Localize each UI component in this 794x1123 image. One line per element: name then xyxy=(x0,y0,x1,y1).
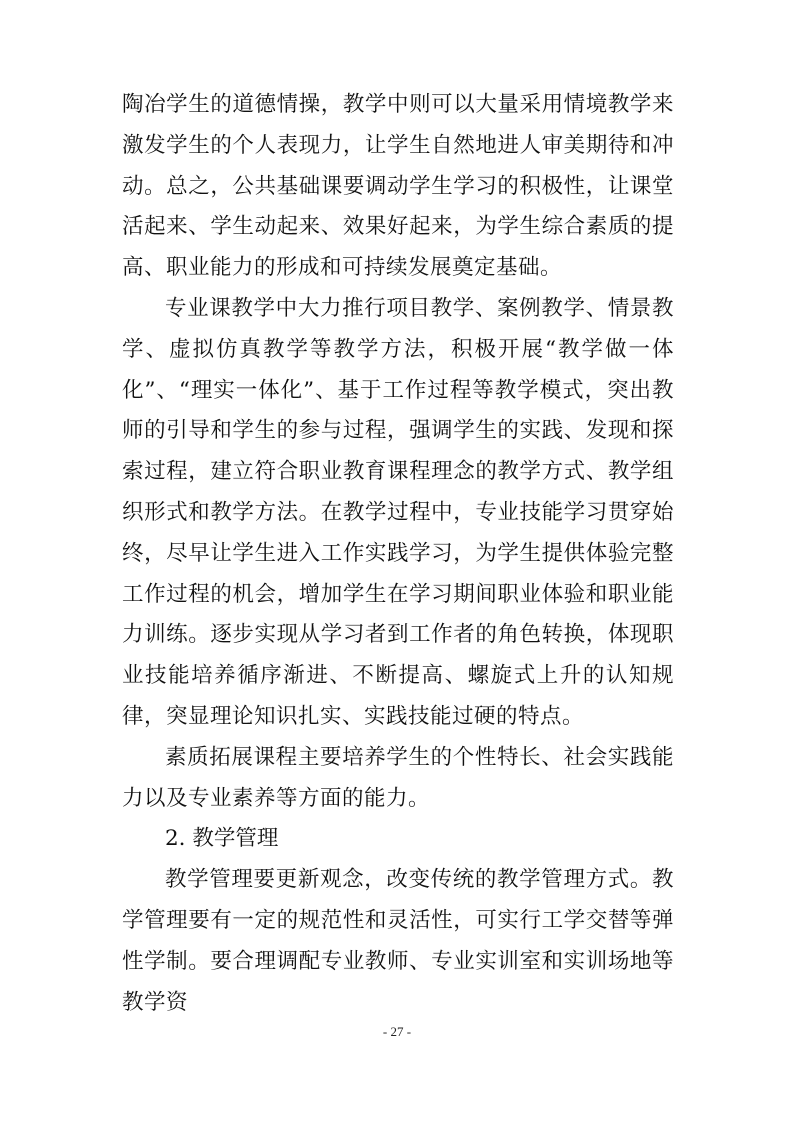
paragraph-professional-courses: 专业课教学中大力推行项目教学、案例教学、情景教学、虚拟仿真教学等教学方法，积极开展“教学做一体化”、“理实一体化”、基于工作过程等教学模式，突出教师的引导和学生的参与过程，强调学生的实践、发现和探索过程，建立符合职业教育课程理念的教学方式、教学组织形式和教学方法。在教学过程中，专业技能学习贯穿始终，尽早让学生进入工作实践学习，为学生提供体验完整工作过程的机会，增加学生在学习期间职业体验和职业能力训练。逐步实现从学习者到工作者的角色转换，体现职业技能培养循序渐进、不断提高、螺旋式上升的认知规律，突显理论知识扎实、实践技能过硬的特点。 xyxy=(122,295,674,729)
paragraph-continuation: 陶冶学生的道德情操，教学中则可以大量采用情境教学来激发学生的个人表现力，让学生自然地进人审美期待和冲动。总之，公共基础课要调动学生学习的积极性，让课堂活起来、学生动起来、效果好起来，为学生综合素质的提高、职业能力的形成和可持续发展奠定基础。 xyxy=(122,92,674,281)
paragraph-teaching-management: 教学管理要更新观念，改变传统的教学管理方式。教学管理要有一定的规范性和灵活性，可实行工学交替等弹性学制。要合理调配专业教师、专业实训室和实训场地等教学资 xyxy=(122,867,674,1015)
document-body xyxy=(122,85,674,1023)
page-number: - 27 - xyxy=(382,1024,412,1039)
section-heading: 2. 教学管理 xyxy=(165,826,279,852)
paragraph-quality-expansion: 素质拓展课程主要培养学生的个性特长、社会实践能力以及专业素养等方面的能力。 xyxy=(122,744,674,811)
